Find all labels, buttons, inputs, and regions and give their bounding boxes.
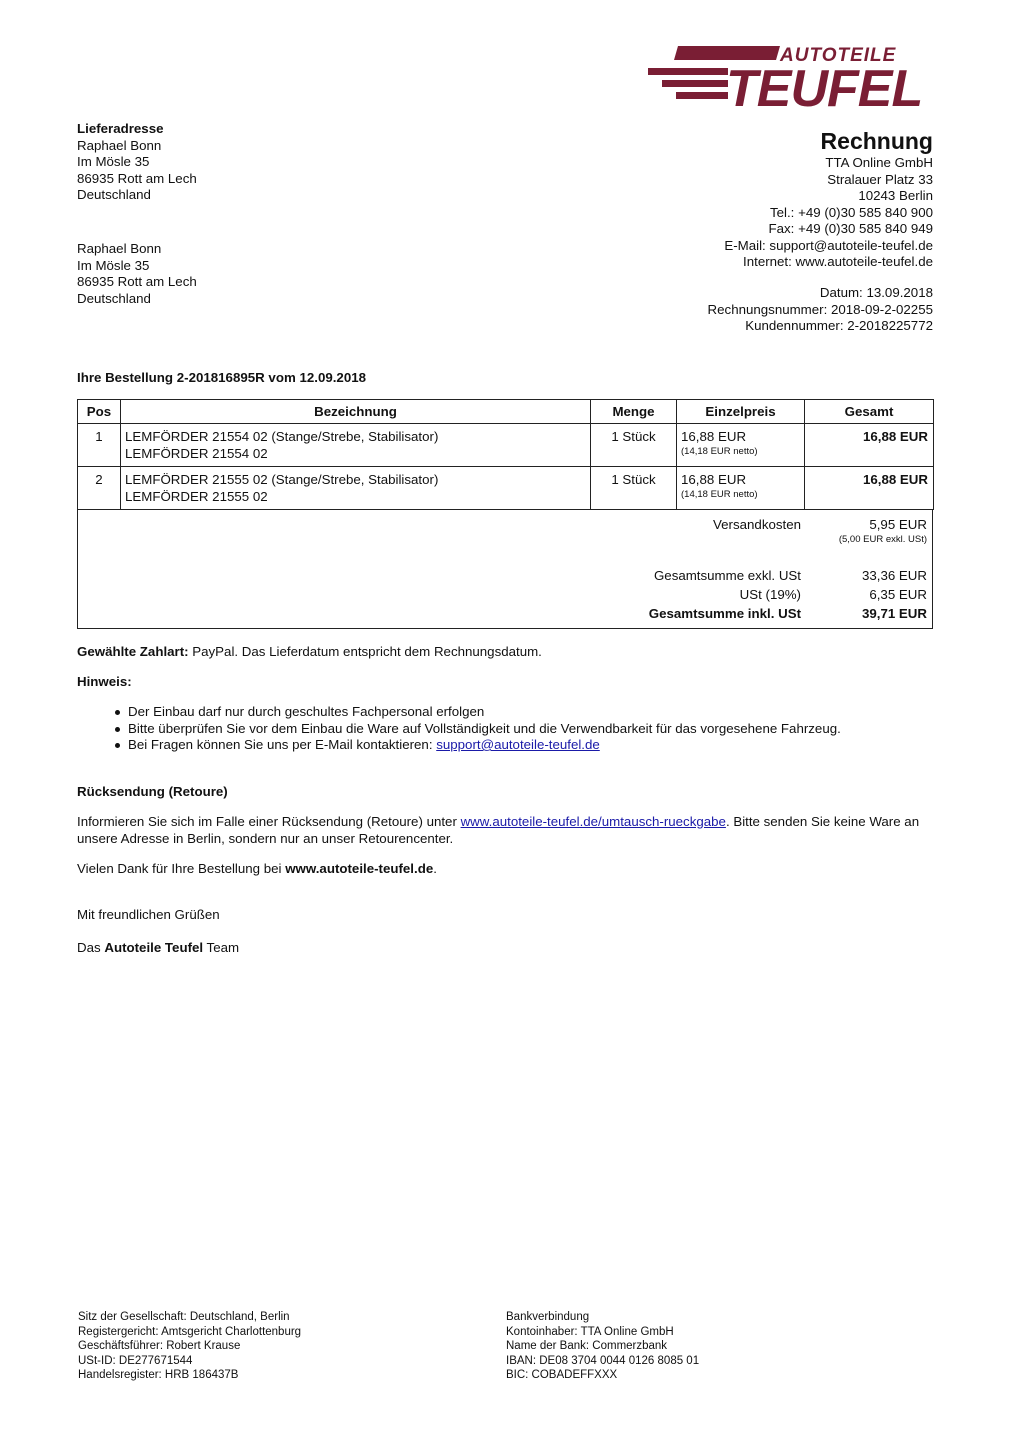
net-total-label: Gesamtsumme exkl. USt — [653, 568, 801, 583]
gross-total-label: Gesamtsumme inkl. USt — [648, 606, 801, 621]
payment-text: PayPal. Das Lieferdatum entspricht dem Rechnungsdatum. — [188, 644, 542, 659]
hint-list — [77, 704, 841, 754]
logo-t-bar — [674, 46, 780, 60]
footer-line: Bankverbindung — [506, 1311, 590, 1323]
footer-line: Sitz der Gesellschaft: Deutschland, Berlin — [78, 1311, 290, 1323]
company-info — [724, 127, 933, 271]
row-desc-sub: LEMFÖRDER 21555 02 — [125, 488, 268, 504]
logo-stripe — [676, 92, 728, 99]
list-item: Der Einbau darf nur durch geschultes Fachpersonal erfolgen — [128, 704, 841, 721]
footer-line: IBAN: DE08 3704 0044 0126 8085 01 — [506, 1354, 700, 1367]
footer-line: BIC: COBADEFFXXX — [506, 1369, 618, 1382]
shipping-sub: (5,00 EUR exkl. USt) — [838, 534, 927, 545]
logo-stripe — [648, 68, 728, 75]
signature — [77, 940, 239, 957]
company-logo — [648, 40, 936, 112]
list-item — [128, 737, 841, 754]
footer-company-info — [78, 1310, 301, 1383]
footer-line: Name der Bank: Commerzbank — [506, 1340, 668, 1353]
signature-suffix: Team — [203, 940, 240, 955]
thanks-text — [77, 861, 437, 878]
row-desc-main: LEMFÖRDER 21554 02 (Stange/Strebe, Stabilisator) — [125, 429, 439, 444]
footer-bank-info — [506, 1310, 699, 1383]
row-unit-price — [677, 467, 805, 510]
return-text-before: Informieren Sie sich im Falle einer Rücksendung (Retoure) unter — [77, 814, 461, 829]
return-heading: Rücksendung (Retoure) — [77, 784, 228, 799]
billing-line: Im Mösle 35 — [77, 257, 150, 273]
shipping-label: Versandkosten — [713, 517, 801, 532]
row-total: 16,88 EUR — [805, 467, 934, 510]
footer-line: Registergericht: Amtsgericht Charlottenburg — [78, 1325, 302, 1338]
billing-address — [77, 241, 197, 307]
row-pos: 1 — [78, 424, 121, 467]
delivery-line: Raphael Bonn — [77, 137, 162, 153]
footer-line: Handelsregister: HRB 186437B — [78, 1369, 239, 1382]
thanks-lead: Vielen Dank für Ihre Bestellung bei — [77, 861, 286, 876]
return-link[interactable]: www.autoteile-teufel.de/umtausch-rueckgabe — [460, 814, 726, 829]
invoice-title: Rechnung — [820, 128, 933, 154]
delivery-line: Im Mösle 35 — [77, 154, 150, 169]
signature-prefix: Das — [77, 940, 105, 955]
company-phone: Tel.: +49 (0)30 585 840 900 — [769, 204, 933, 220]
row-desc-sub: LEMFÖRDER 21554 02 — [125, 445, 268, 461]
vat-label: USt (19%) — [739, 587, 801, 602]
delivery-line: 86935 Rott am Lech — [77, 170, 197, 186]
row-total: 16,88 EUR — [805, 424, 934, 467]
row-unit-price-netto: (14,18 EUR netto) — [681, 445, 758, 457]
header-desc: Bezeichnung — [121, 400, 591, 424]
company-fax: Fax: +49 (0)30 585 840 949 — [768, 221, 933, 236]
gross-total-value: 39,71 EUR — [861, 606, 927, 621]
net-total-value: 33,36 EUR — [861, 568, 927, 583]
hint-heading: Hinweis: — [77, 674, 132, 689]
company-website: Internet: www.autoteile-teufel.de — [743, 254, 933, 269]
delivery-line: Deutschland — [77, 187, 151, 202]
row-desc — [121, 467, 591, 510]
thanks-end: . — [433, 861, 437, 876]
logo-top-text: AUTOTEILE — [780, 45, 897, 66]
greeting: Mit freundlichen Grüßen — [77, 907, 220, 922]
billing-line: 86935 Rott am Lech — [77, 274, 197, 289]
thanks-site: www.autoteile-teufel.de — [285, 861, 434, 876]
company-line: Stralauer Platz 33 — [827, 171, 933, 187]
table-header-row — [78, 400, 934, 424]
shipping-value: 5,95 EUR — [869, 517, 927, 532]
header-qty: Menge — [591, 400, 677, 424]
table-row — [78, 424, 934, 467]
footer-line: Geschäftsführer: Robert Krause — [78, 1340, 241, 1353]
items-table — [77, 399, 934, 510]
customer-number: Kundennummer: 2-2018225772 — [745, 318, 933, 333]
support-email-link[interactable]: support@autoteile-teufel.de — [436, 737, 600, 752]
company-line: 10243 Berlin — [858, 188, 933, 203]
row-unit-price-netto: (14,18 EUR netto) — [681, 488, 758, 500]
invoice-number: Rechnungsnummer: 2018-09-2-02255 — [707, 301, 933, 317]
billing-line: Raphael Bonn — [77, 241, 162, 256]
return-text-after: . Bitte senden Sie keine Ware an unsere Adresse in Berlin, sondern nur an unser Retourencenter. — [77, 814, 920, 846]
logo-stripe — [662, 80, 728, 87]
payment-info — [77, 644, 542, 661]
logo-main-text: TEUFEL — [726, 60, 923, 112]
row-qty: 1 Stück — [591, 424, 677, 467]
invoice-meta — [708, 285, 933, 335]
hint-text: Bei Fragen können Sie uns per E-Mail kontaktieren: — [128, 737, 437, 752]
table-row — [78, 467, 934, 510]
row-desc — [121, 424, 591, 467]
row-unit-price-value: 16,88 EUR — [681, 429, 747, 444]
header-pos: Pos — [78, 400, 121, 424]
row-unit-price-value: 16,88 EUR — [681, 472, 747, 487]
row-desc-main: LEMFÖRDER 21555 02 (Stange/Strebe, Stabilisator) — [125, 472, 439, 487]
company-line: TTA Online GmbH — [825, 155, 933, 170]
billing-line: Deutschland — [77, 290, 151, 306]
vat-value: 6,35 EUR — [869, 587, 927, 602]
company-email: E-Mail: support@autoteile-teufel.de — [724, 237, 933, 253]
header-unit-price: Einzelpreis — [677, 400, 805, 424]
row-qty: 1 Stück — [591, 467, 677, 510]
delivery-address — [77, 121, 197, 204]
totals-box — [77, 510, 933, 629]
invoice-date: Datum: 13.09.2018 — [819, 285, 933, 300]
header-total: Gesamt — [805, 400, 934, 424]
row-pos: 2 — [78, 467, 121, 510]
return-text — [77, 814, 937, 847]
delivery-heading: Lieferadresse — [77, 121, 164, 136]
row-unit-price — [677, 424, 805, 467]
order-heading: Ihre Bestellung 2-201816895R vom 12.09.2018 — [77, 370, 367, 385]
footer-line: USt-ID: DE277671544 — [78, 1354, 193, 1367]
payment-label: Gewählte Zahlart: — [77, 644, 189, 659]
footer-line: Kontoinhaber: TTA Online GmbH — [506, 1325, 674, 1338]
list-item: Bitte überprüfen Sie vor dem Einbau die Ware auf Vollständigkeit und die Verwendbarkeit für das vorgesehene Fahrzeug. — [128, 720, 841, 736]
signature-name: Autoteile Teufel — [104, 940, 204, 955]
